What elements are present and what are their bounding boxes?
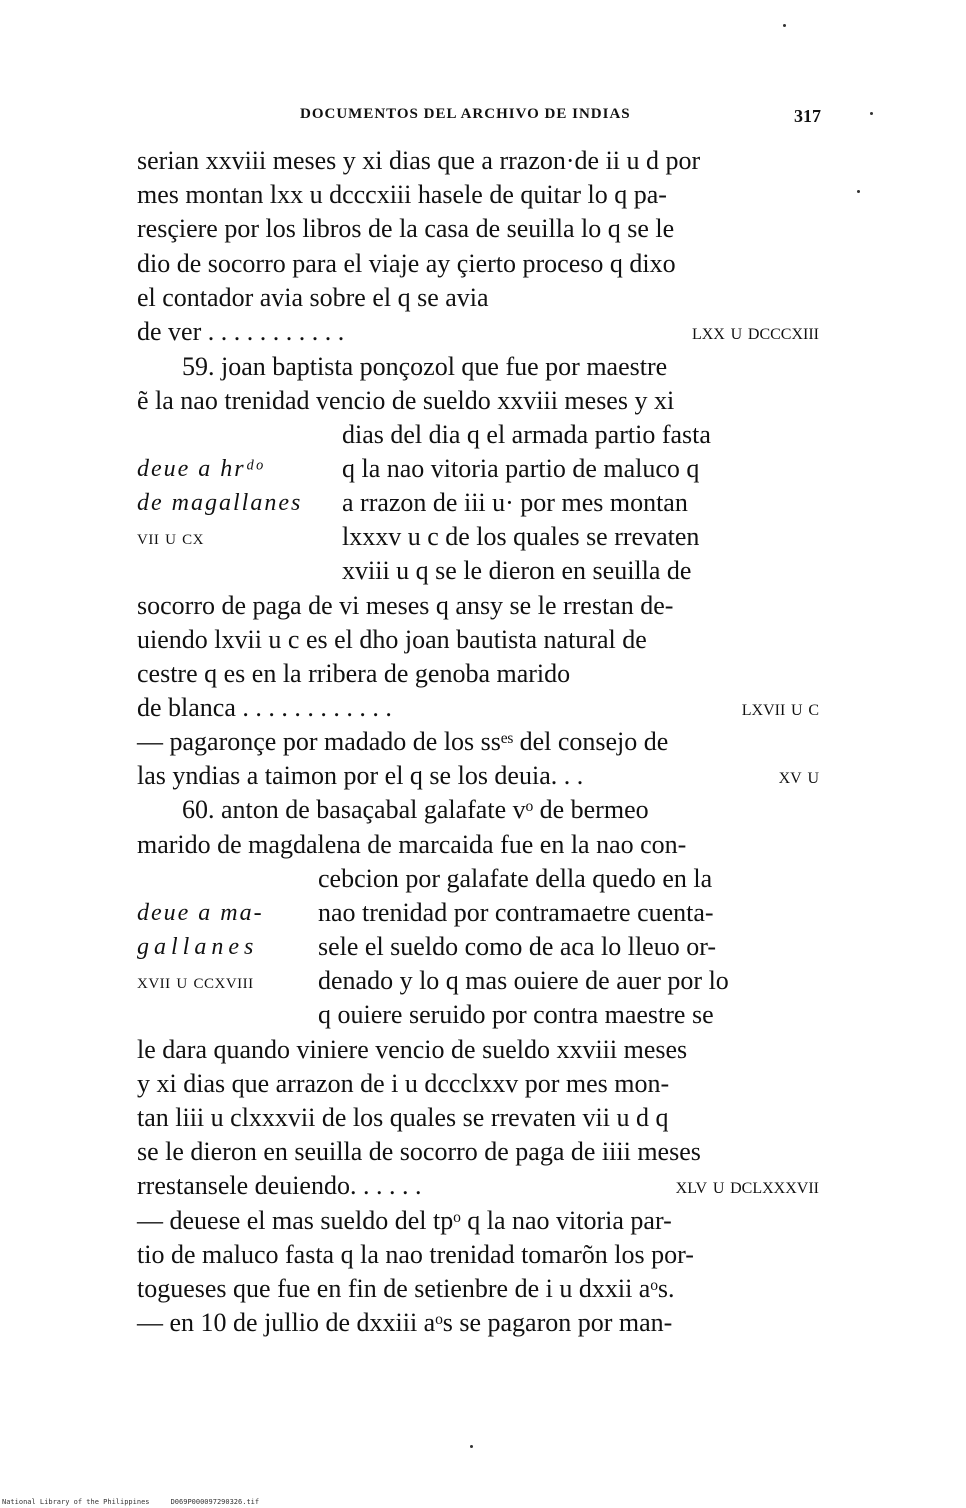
- text-line: de ver . . . . . . . . . . .: [137, 317, 345, 346]
- text-line: togueses que fue en fin de setienbre de i u dxxii aᵒs.: [137, 1274, 675, 1303]
- text-line: xviii u q se le dieron en seuilla de: [342, 556, 692, 585]
- text-line: dio de socorro para el viaje ay çierto proceso q dixo: [137, 249, 676, 278]
- margin-note: deue a hrᵈᵒ: [137, 456, 264, 482]
- text-line: — pagaronçe por madado de los ssᵉˢ del consejo de: [137, 727, 669, 756]
- amount: lxvii u c: [741, 695, 819, 720]
- text-line: serian xxviii meses y xi dias que a rrazon·de ii u d por: [137, 146, 701, 175]
- text-line: dias del dia q el armada partio fasta: [342, 420, 711, 449]
- text-line: q ouiere seruido por contra maestre se: [318, 1000, 714, 1029]
- text-line: uiendo lxvii u c es el dho joan bautista natural de: [137, 625, 647, 654]
- text-line: mes montan lxx u dcccxiii hasele de quitar lo q pa-: [137, 180, 667, 209]
- text-line: cestre q es en la rribera de genoba marido: [137, 659, 571, 688]
- amount: xlv u dclxxxvii: [675, 1173, 819, 1198]
- text-line: ẽ la nao trenidad vencio de sueldo xxviii meses y xi: [137, 386, 675, 415]
- text-line: resçiere por los libros de la casa de seuilla lo q se le: [137, 214, 675, 243]
- text-line: las yndias a taimon por el q se los deuia. . .: [137, 761, 584, 790]
- text-line: sele el sueldo como de aca lo lleuo or-: [318, 932, 716, 961]
- text-line: le dara quando viniere vencio de sueldo xxviii meses: [137, 1035, 688, 1064]
- scan-speck: [783, 24, 786, 27]
- page-number: 317: [794, 106, 821, 126]
- footer-source: National Library of the Philippines: [2, 1498, 150, 1506]
- scan-footer: [2, 1498, 259, 1506]
- text-line: a rrazon de iii u· por mes montan: [342, 488, 688, 517]
- text-line: cebcion por galafate della quedo en la: [318, 864, 713, 893]
- scan-speck: [857, 190, 860, 193]
- text-line: — en 10 de jullio de dxxiii aᵒs se pagaron por man-: [137, 1308, 673, 1337]
- footer-file: D069P000097290326.tif: [170, 1498, 260, 1506]
- text-line: tan liii u clxxxvii de los quales se rrevaten vii u d q: [137, 1103, 669, 1132]
- margin-note: gallanes: [137, 934, 259, 960]
- text-line: marido de magdalena de marcaida fue en la nao con-: [137, 830, 687, 859]
- text-line: lxxxv u c de los quales se rrevaten: [342, 522, 700, 551]
- text-line-with-amount: [137, 1169, 819, 1203]
- text-line: y xi dias que arrazon de i u dccclxxv por mes mon-: [137, 1069, 670, 1098]
- page-header: [137, 106, 823, 130]
- margin-note-amount: xvii u ccxviii: [137, 969, 254, 993]
- text-line: el contador avia sobre el q se avia: [137, 283, 489, 312]
- text-line: 59. joan baptista ponçozol que fue por maestre: [182, 352, 668, 381]
- text-line: de blanca . . . . . . . . . . . .: [137, 693, 392, 722]
- text-line: se le dieron en seuilla de socorro de paga de iiii meses: [137, 1137, 701, 1166]
- text-line-with-amount: [137, 759, 819, 793]
- text-line: rrestansele deuiendo. . . . . .: [137, 1171, 422, 1200]
- running-head: DOCUMENTOS DEL ARCHIVO DE INDIAS: [300, 106, 631, 122]
- text-line: tio de maluco fasta q la nao trenidad tomarõn los por-: [137, 1240, 694, 1269]
- text-line: nao trenidad por contramaetre cuenta-: [318, 898, 714, 927]
- scan-speck: [470, 1445, 473, 1448]
- margin-note: de magallanes: [137, 490, 303, 516]
- text-line: 60. anton de basaçabal galafate vᵒ de bermeo: [182, 795, 649, 824]
- scan-speck: [870, 112, 873, 115]
- text-line: — deuese el mas sueldo del tpᵒ q la nao vitoria par-: [137, 1206, 672, 1235]
- text-line: q la nao vitoria partio de maluco q: [342, 454, 700, 483]
- text-line-with-amount: [137, 691, 819, 725]
- margin-note: deue a ma-: [137, 900, 264, 926]
- text-line: socorro de paga de vi meses q ansy se le rrestan de-: [137, 591, 674, 620]
- margin-note-amount: vii u cx: [137, 525, 204, 549]
- text-line: denado y lo q mas ouiere de auer por lo: [318, 966, 729, 995]
- text-line-with-amount: [137, 315, 819, 349]
- amount: xv u: [778, 763, 819, 788]
- amount: lxx u dcccxiii: [691, 319, 819, 344]
